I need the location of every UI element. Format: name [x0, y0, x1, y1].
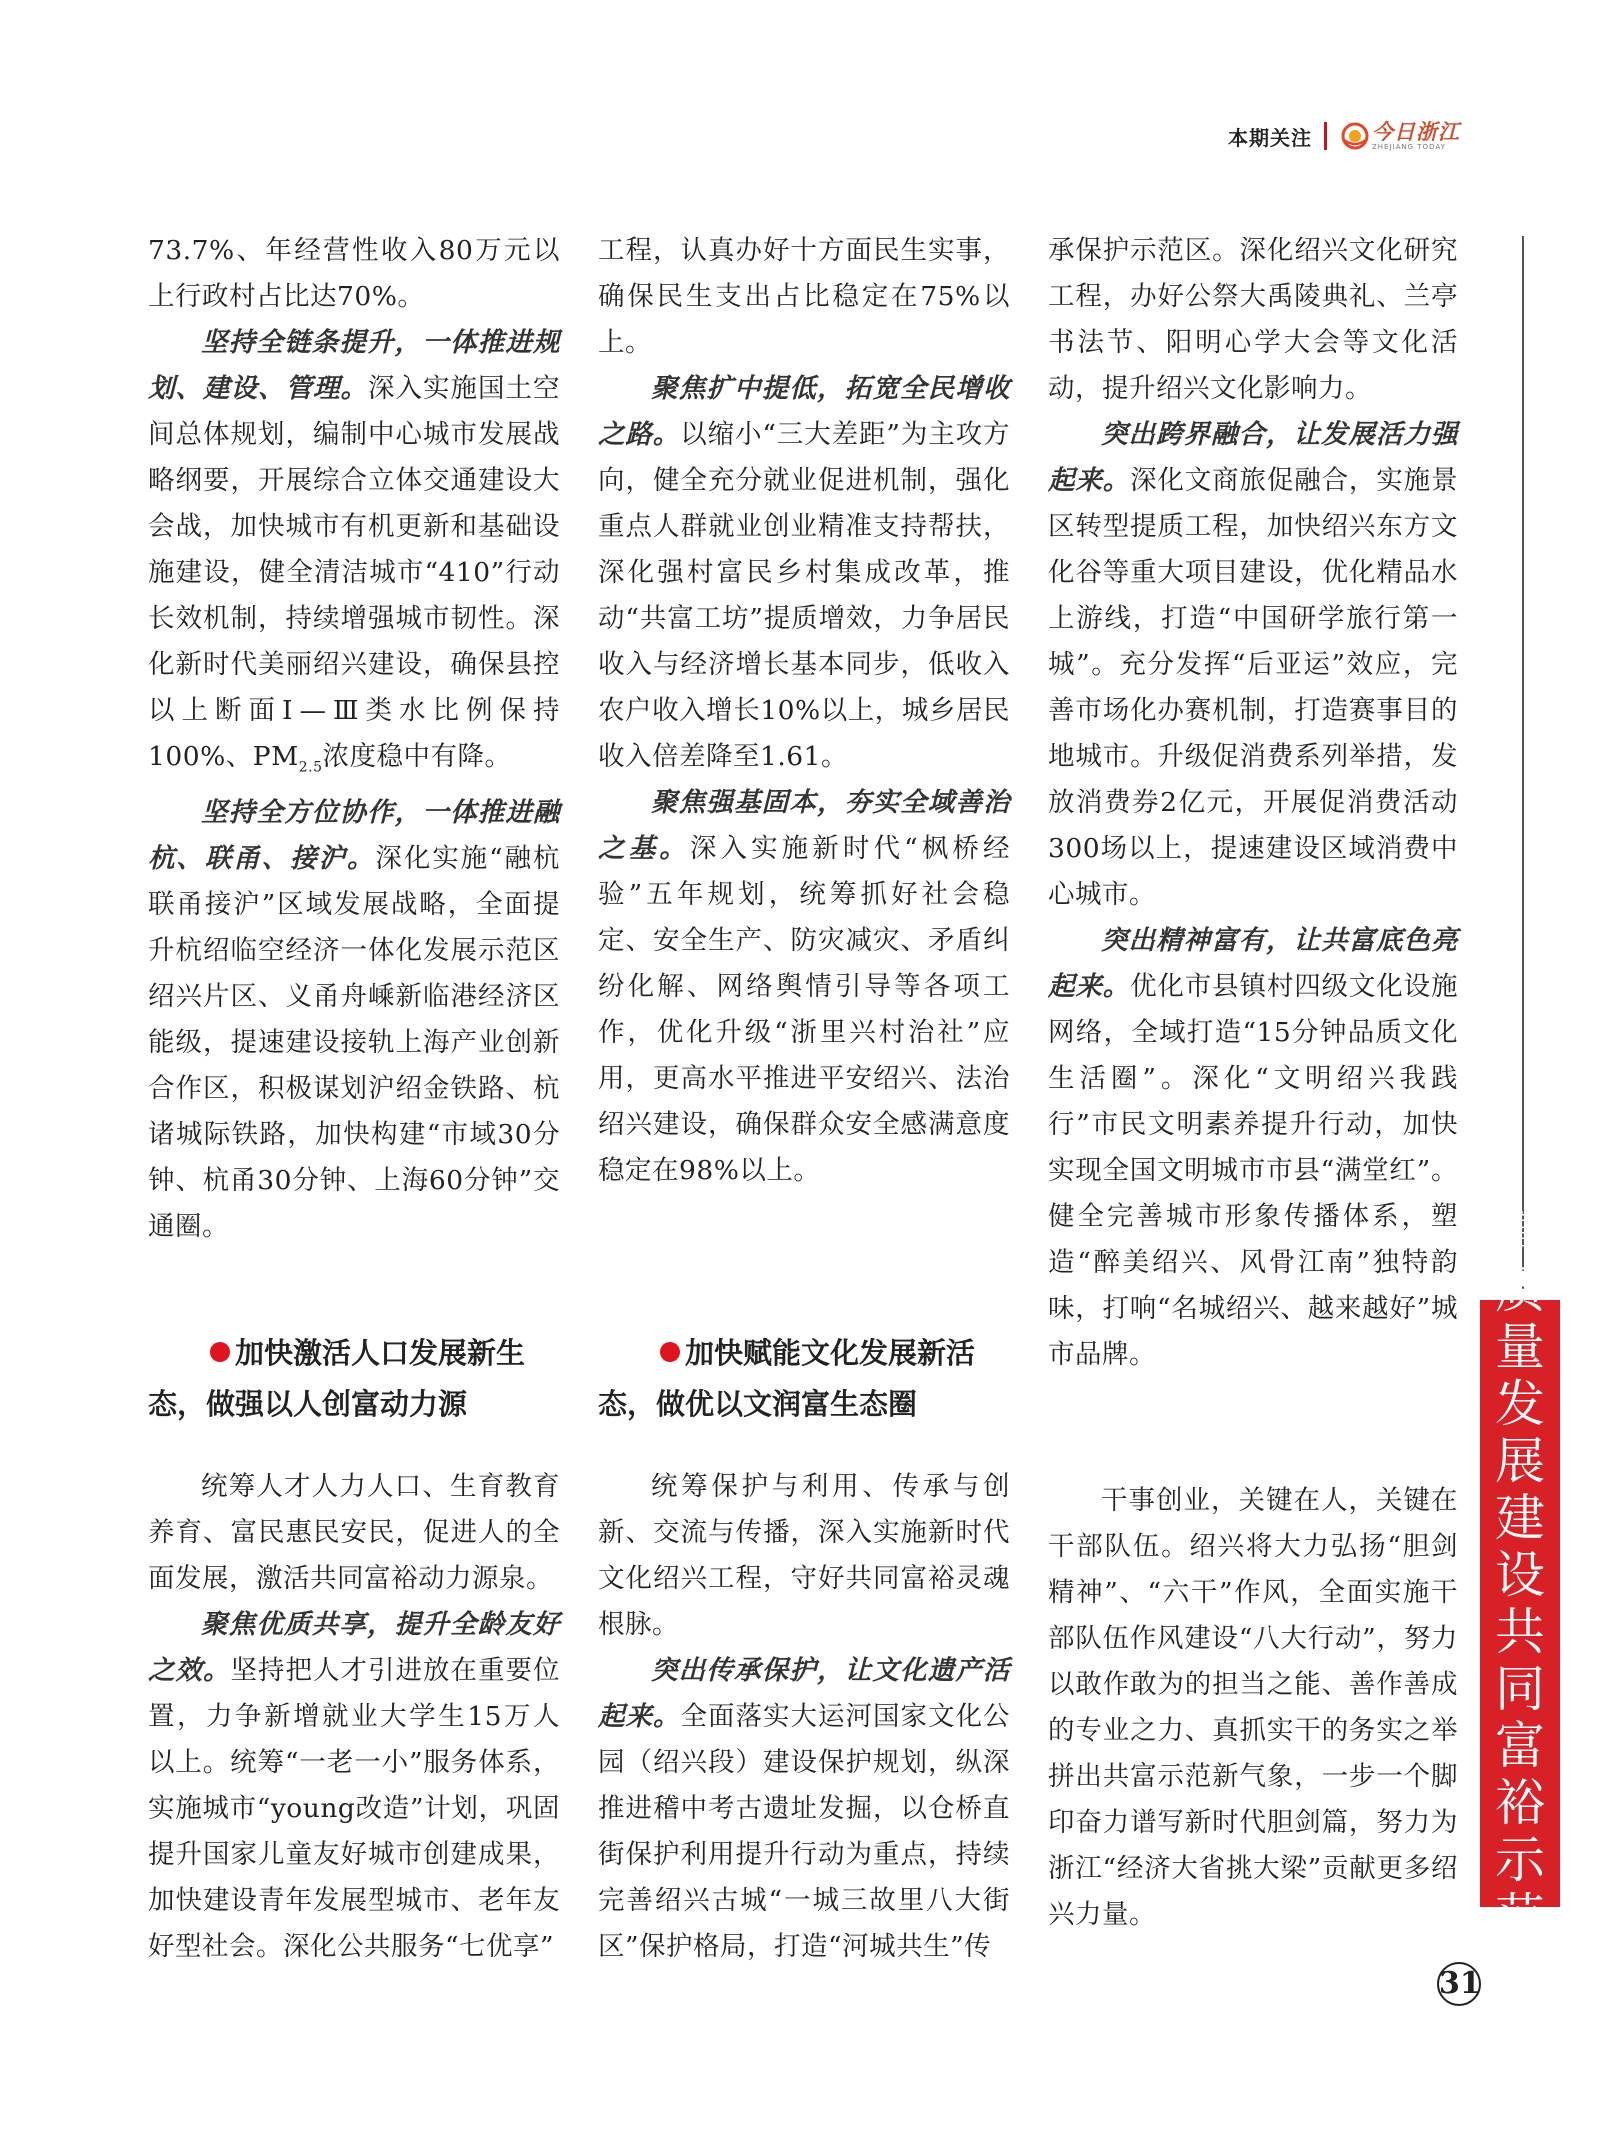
- magazine-logo: [1341, 121, 1460, 152]
- paragraph: 聚焦强基固本，夯实全域善治之基。深入实施新时代“枫桥经验”五年规划，统筹抓好社会稳定、安全生产、防灾减灾、矛盾纠纷化解、网络舆情引导等各项工作，优化升级“浙里兴村治社”应用，更高水平推进平安绍兴、法治绍兴建设，确保群众安全感满意度稳定在98%以上。: [598, 787, 1010, 1186]
- logo-title: 今日浙江: [1372, 119, 1460, 144]
- paragraph: 聚焦优质共享，提升全龄友好之效。坚持把人才引进放在重要位置，力争新增就业大学生15万人以上。统筹“一老一小”服务体系，实施城市“young改造”计划，巩固提升国家儿童友好城市创建成果，加快建设青年发展型城市、老年友好型社会。深化公共服务“七优享”: [148, 1609, 560, 1962]
- page-number: 31: [1437, 1962, 1481, 2006]
- column-3: [1048, 228, 1458, 1378]
- section-heading: 加快赋能文化发展新活态，做优以文润富生态圈: [598, 1336, 976, 1421]
- paragraph-lead: 聚焦扩中提低，拓宽全民增收之路。: [598, 373, 1010, 450]
- column-2: [598, 228, 1010, 1194]
- paragraph: 承保护示范区。深化绍兴文化研究工程，办好公祭大禹陵典礼、兰亭书法节、阳明心学大会等文化活动，提升绍兴文化影响力。: [1048, 235, 1458, 404]
- column-1-lower: [148, 1464, 560, 1970]
- paragraph: 坚持全链条提升，一体推进规划、建设、管理。深入实施国土空间总体规划，编制中心城市发展战略纲要，开展综合立体交通建设大会战，加快城市有机更新和基础设施建设，健全清洁城市“410”行动长效机制，持续增强城市韧性。深化新时代美丽绍兴建设，确保县控以上断面Ⅰ—Ⅲ类水比例保持100%、$PM_{2.5}$浓度稳中有降。: [148, 327, 560, 776]
- paragraph: 73.7%、年经营性收入80万元以上行政村占比达70%。: [148, 235, 560, 312]
- logo-emblem-icon: [1341, 122, 1369, 150]
- page-header: [1228, 116, 1460, 156]
- logo-subtitle: ZHEJIANG TODAY: [1372, 142, 1446, 151]
- paragraph-lead: 坚持全链条提升，一体推进规划、建设、管理。: [148, 327, 560, 404]
- paragraph-lead: 突出传承保护，让文化遗产活起来。: [598, 1655, 1010, 1732]
- column-2-lower: [598, 1464, 1010, 1970]
- bullet-dot-icon: [210, 1342, 230, 1362]
- section-label: 本期关注: [1228, 125, 1312, 150]
- paragraph-lead: 突出跨界融合，让发展活力强起来。: [1048, 419, 1458, 496]
- paragraph: 突出传承保护，让文化遗产活起来。全面落实大运河国家文化公园（绍兴段）建设保护规划，纵深推进稽中考古遗址发掘，以仓桥直街保护利用提升行动为重点，持续完善绍兴古城“一城三故里八大街区”保护格局，打造“河城共生”传: [598, 1655, 1010, 1962]
- section-heading: 加快激活人口发展新生态，做强以人创富动力源: [148, 1336, 526, 1421]
- paragraph: 聚焦扩中提低，拓宽全民增收之路。以缩小“三大差距”为主攻方向，健全充分就业促进机制，强化重点人群就业创业精准支持帮扶，深化强村富民乡村集成改革，推动“共富工坊”提质增效，力争居民收入与经济增长基本同步，低收入农户收入增长10%以上，城乡居民收入倍差降至1.61。: [598, 373, 1010, 772]
- topic-banner: 高 质 量 发 展 建 设 共 同 富 裕 示 范 区: [1480, 1300, 1560, 1907]
- header-divider: [1324, 122, 1327, 150]
- paragraph-lead: 坚持全方位协作，一体推进融杭、联甬、接沪。: [148, 797, 560, 875]
- paragraph: 工程，认真办好十方面民生实事，确保民生支出占比稳定在75%以上。: [598, 235, 1010, 358]
- paragraph: 干事创业，关键在人，关键在干部队伍。绍兴将大力弘扬“胆剑精神”、“六干”作风，全面实施干部队伍作风建设“八大行动”，努力以敢作敢为的担当之能、善作善成的专业之力、真抓实干的务实之举拼出共富示范新气象，一步一个脚印奋力谱写新时代胆剑篇，努力为浙江“经济大省挑大梁”贡献更多绍兴力量。: [1048, 1485, 1458, 1930]
- column-3-lower: [1048, 1478, 1458, 1938]
- column-1: [148, 228, 560, 1250]
- paragraph: 统筹保护与利用、传承与创新、交流与传播，深入实施新时代文化绍兴工程，守好共同富裕灵魂根脉。: [598, 1471, 1010, 1640]
- bullet-dot-icon: [660, 1342, 680, 1362]
- paragraph: 突出跨界融合，让发展活力强起来。深化文商旅促融合，实施景区转型提质工程，加快绍兴东方文化谷等重大项目建设，优化精品水上游线，打造“中国研学旅行第一城”。充分发挥“后亚运”效应，完善市场化办赛机制，打造赛事目的地城市。升级促消费系列举措，发放消费券2亿元，开展促消费活动300场以上，提速建设区域消费中心城市。: [1048, 419, 1459, 910]
- paragraph: 统筹人才人力人口、生育教育养育、富民惠民安民，促进人的全面发展，激活共同富裕动力源泉。: [148, 1471, 560, 1594]
- paragraph-lead: 突出精神富有，让共富底色亮起来。: [1048, 925, 1458, 1002]
- paragraph-lead: 聚焦强基固本，夯实全域善治之基。: [598, 787, 1010, 864]
- paragraph: 坚持全方位协作，一体推进融杭、联甬、接沪。深化实施“融杭联甬接沪”区域发展战略，全面提升杭绍临空经济一体化发展示范区绍兴片区、义甬舟嵊新临港经济区能级，提速建设接轨上海产业创新合作区，积极谋划沪绍金铁路、杭诸城际铁路，加快构建“市域30分钟、杭甬30分钟、上海60分钟”交通圈。: [148, 797, 560, 1243]
- paragraph-lead: 聚焦优质共享，提升全龄友好之效。: [148, 1609, 560, 1686]
- vertical-rule: [1522, 236, 1524, 1302]
- paragraph: 突出精神富有，让共富底色亮起来。优化市县镇村四级文化设施网络，全域打造“15分钟品质文化生活圈”。深化“文明绍兴我践行”市民文明素养提升行动，加快实现全国文明城市市县“满堂红”。健全完善城市形象传播体系，塑造“醉美绍兴、风骨江南”独特韵味，打响“名城绍兴、越来越好”城市品牌。: [1048, 925, 1459, 1370]
